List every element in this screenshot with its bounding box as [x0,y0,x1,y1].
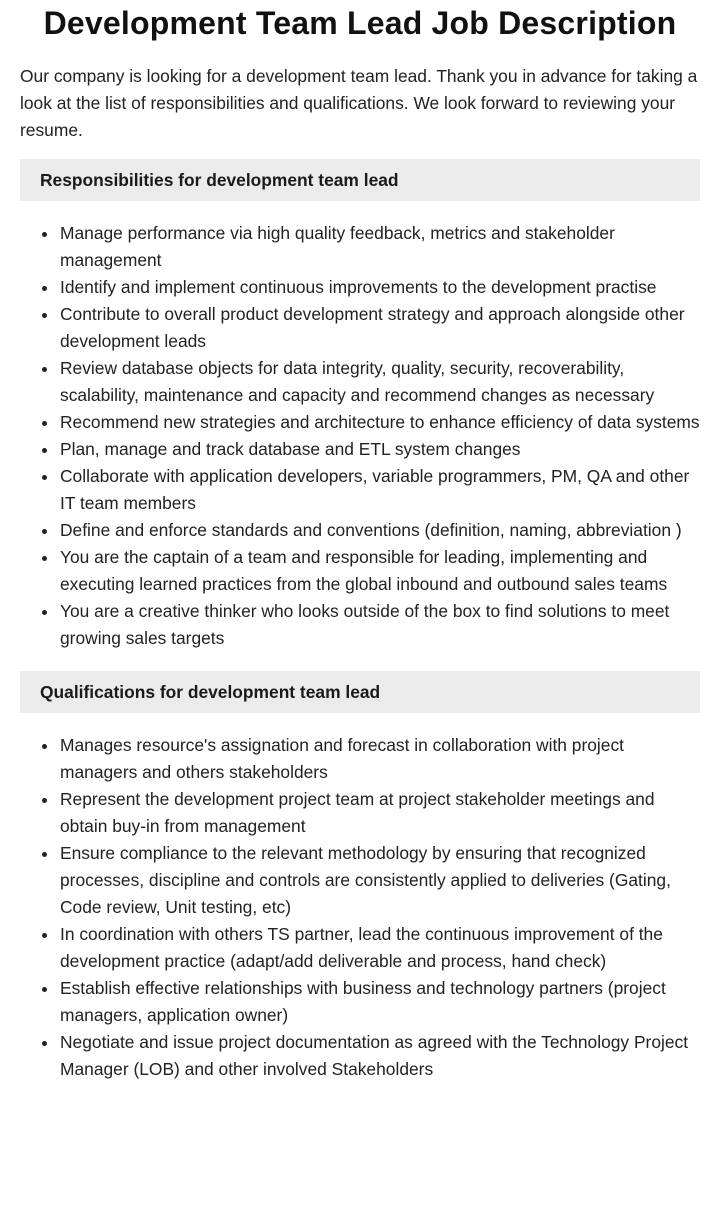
list-item-text: Negotiate and issue project documentation as agreed with the Technology Project Manager (LOB) and other involved Stakeholders [60,1032,689,1079]
list-item-text: Define and enforce standards and conventions (definition, naming, abbreviation ) [60,520,682,540]
list-item-text: In coordination with others TS partner, lead the continuous improvement of the development practice (adapt/add deliverable and process, hand check) [60,924,663,971]
list-item [20,274,700,301]
bullet-icon [42,933,47,938]
list-item-text: You are a creative thinker who looks outside of the box to find solutions to meet growing sales targets [60,601,670,648]
list-item [20,840,700,921]
page-title: Development Team Lead Job Description [43,5,677,41]
bullet-icon [42,529,47,534]
qualifications-list [20,732,700,1083]
list-item-text: Represent the development project team at project stakeholder meetings and obtain buy-in from management [60,789,655,836]
list-item-text: Review database objects for data integrity, quality, security, recoverability, scalability, maintenance and capacity and recommend changes as necessary [60,358,655,405]
list-item-text: Manage performance via high quality feedback, metrics and stakeholder management [60,223,615,270]
responsibilities-heading: Responsibilities for development team lead [20,159,700,201]
bullet-icon [42,421,47,426]
bullet-icon [42,744,47,749]
bullet-icon [42,798,47,803]
list-item [20,301,700,355]
list-item-text: Ensure compliance to the relevant methodology by ensuring that recognized processes, discipline and controls are consistently applied to deliveries (Gating, Code review, Unit testing, etc) [60,843,671,917]
list-item [20,409,700,436]
list-item [20,921,700,975]
list-item-text: Manages resource's assignation and forecast in collaboration with project managers and others stakeholders [60,735,624,782]
bullet-icon [42,610,47,615]
bullet-icon [42,286,47,291]
list-item [20,598,700,652]
list-item [20,732,700,786]
list-item [20,463,700,517]
bullet-icon [42,232,47,237]
list-item [20,975,700,1029]
bullet-icon [42,987,47,992]
list-item-text: Recommend new strategies and architecture to enhance efficiency of data systems [60,412,700,432]
list-item-text: Plan, manage and track database and ETL system changes [60,439,521,459]
list-item [20,1029,700,1083]
intro-paragraph: Our company is looking for a development team lead. Thank you in advance for taking a look at the list of responsibilities and qualifications. We look forward to reviewing your resume. [20,66,698,140]
list-item [20,436,700,463]
bullet-icon [42,448,47,453]
list-item [20,544,700,598]
qualifications-heading: Qualifications for development team lead [20,671,700,713]
list-item-text: You are the captain of a team and responsible for leading, implementing and executing learned practices from the global inbound and outbound sales teams [60,547,668,594]
list-item [20,355,700,409]
list-item-text: Contribute to overall product development strategy and approach alongside other development leads [60,304,685,351]
list-item [20,220,700,274]
list-item [20,786,700,840]
bullet-icon [42,475,47,480]
list-item [20,517,700,544]
list-item-text: Establish effective relationships with business and technology partners (project managers, application owner) [60,978,666,1025]
bullet-icon [42,556,47,561]
list-item-text: Collaborate with application developers, variable programmers, PM, QA and other IT team members [60,466,690,513]
responsibilities-list [20,220,700,652]
bullet-icon [42,1041,47,1046]
bullet-icon [42,367,47,372]
bullet-icon [42,852,47,857]
list-item-text: Identify and implement continuous improvements to the development practise [60,277,657,297]
bullet-icon [42,313,47,318]
